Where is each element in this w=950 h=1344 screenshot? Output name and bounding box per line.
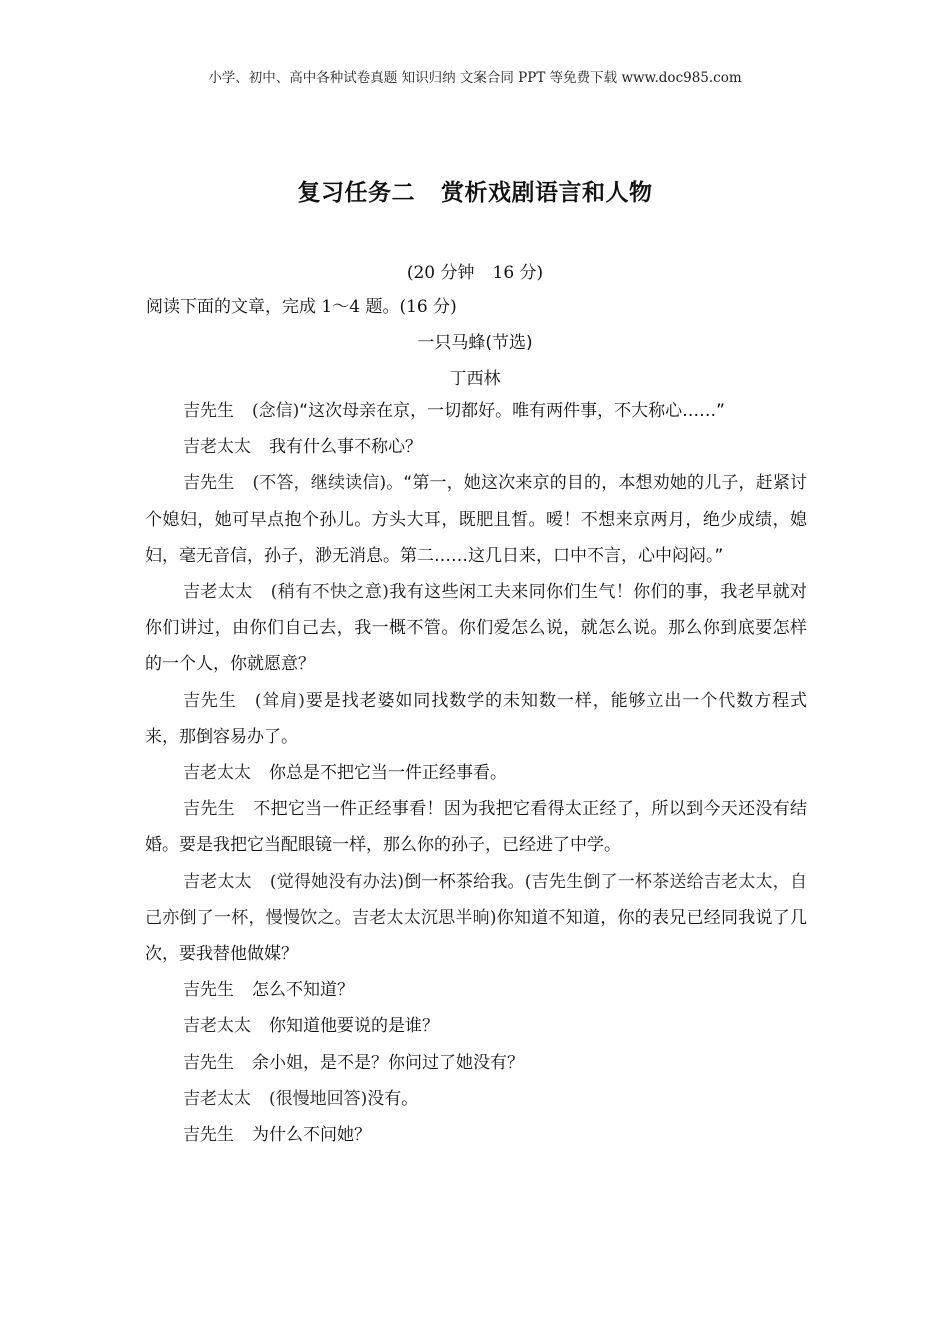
stage-direction: (很慢地回答)	[269, 1088, 368, 1109]
speaker: 吉老太太	[183, 871, 252, 892]
line-text: 你总是不把它当一件正经事看。	[269, 763, 507, 784]
score-total: 16 分)	[492, 263, 544, 283]
instruction: 阅读下面的文章，完成 1～4 题。(16 分)	[146, 297, 457, 317]
speaker: 吉先生	[183, 690, 237, 711]
dialogue-line	[145, 791, 807, 863]
site-header: 小学、初中、高中各种试卷真题 知识归纳 文案合同 PPT 等免费下载 www.doc985.com	[208, 70, 742, 86]
dialogue-line	[145, 574, 807, 683]
dialogue-line	[145, 1045, 807, 1081]
speaker: 吉老太太	[183, 763, 251, 784]
line-text: “第一，她这次来京的目的，本想劝她的儿子，赶紧讨个媳妇，她可早点抱个孙儿。方头大耳，既肥且皙。嗳！不想来京两月，绝少成绩，媳妇，毫无音信，孙子，渺无消息。第二……这几日来，口中不言，心中闷闷。”	[145, 473, 808, 566]
page-title	[0, 174, 950, 207]
line-text: 余小姐，是不是？你问过了她没有？	[252, 1052, 524, 1073]
line-text: 我有什么事不称心？	[269, 437, 422, 458]
speaker: 吉先生	[183, 1125, 234, 1146]
line-text: 要是找老婆如同找数学的未知数一样，能够立出一个代数方程式来，那倒容易办了。	[145, 690, 808, 747]
stage-direction: (耸肩)	[254, 690, 305, 711]
dialogue-body	[145, 393, 807, 1153]
time-score-info	[0, 258, 950, 283]
speaker: 吉先生	[183, 1052, 234, 1073]
speaker: 吉先生	[183, 799, 235, 820]
line-text: 倒一杯茶给我。	[403, 871, 525, 892]
speaker: 吉老太太	[183, 582, 253, 603]
line-text: 怎么不知道？	[252, 980, 354, 1001]
dialogue-line	[145, 465, 807, 574]
stage-direction: (稍有不快之意)	[270, 582, 389, 603]
dialogue-line	[145, 429, 807, 465]
line-text: “这次母亲在京，一切都好。唯有两件事，不大称心……”	[299, 401, 725, 421]
line-text: 你知道不知道，你的表兄已经同我说了几次，要我替他做媒？	[145, 907, 807, 965]
stage-direction: (吉先生倒了一杯茶送给吉老太太，自己亦倒了一杯，慢慢饮之。吉老太太沉思半晌)	[145, 871, 808, 928]
line-text: 你知道他要说的是谁？	[269, 1016, 439, 1037]
speaker: 吉先生	[183, 980, 234, 1001]
passage-title: 一只马蜂(节选)	[417, 333, 533, 353]
title-part-2: 赏析戏剧语言和人物	[441, 180, 653, 206]
line-text: 我有这些闲工夫来同你们生气！你们的事，我老早就对你们讲过，由你们自己去，我一概不管。你们爱怎么说，就怎么说。那么你到底要怎样的一个人，你就愿意？	[145, 582, 808, 675]
speaker: 吉先生	[183, 473, 235, 494]
speaker: 吉老太太	[183, 1088, 251, 1109]
dialogue-line	[145, 972, 807, 1008]
dialogue-line	[145, 683, 807, 755]
stage-direction: (觉得她没有办法)	[269, 871, 404, 892]
line-text: 不把它当一件正经事看！因为我把它看得太正经了，所以到今天还没有结婚。要是我把它当配眼镜一样，那么你的孙子，已经进了中学。	[145, 799, 808, 856]
stage-direction: (不答，继续读信)。	[252, 473, 404, 494]
dialogue-line	[145, 1081, 807, 1117]
dialogue-line	[145, 1008, 807, 1044]
time-limit: (20 分钟	[406, 263, 475, 283]
speaker: 吉老太太	[183, 1016, 251, 1037]
dialogue-line	[145, 864, 807, 973]
dialogue-line	[145, 393, 807, 429]
stage-direction: (念信)	[252, 401, 300, 421]
dialogue-line	[145, 1117, 807, 1153]
speaker: 吉先生	[183, 401, 234, 421]
title-part-1: 复习任务二	[297, 180, 415, 206]
passage-author: 丁西林	[449, 369, 501, 389]
dialogue-line	[145, 755, 807, 791]
line-text: 为什么不问她？	[252, 1125, 371, 1146]
speaker: 吉老太太	[183, 437, 251, 458]
line-text: 没有。	[367, 1088, 419, 1109]
